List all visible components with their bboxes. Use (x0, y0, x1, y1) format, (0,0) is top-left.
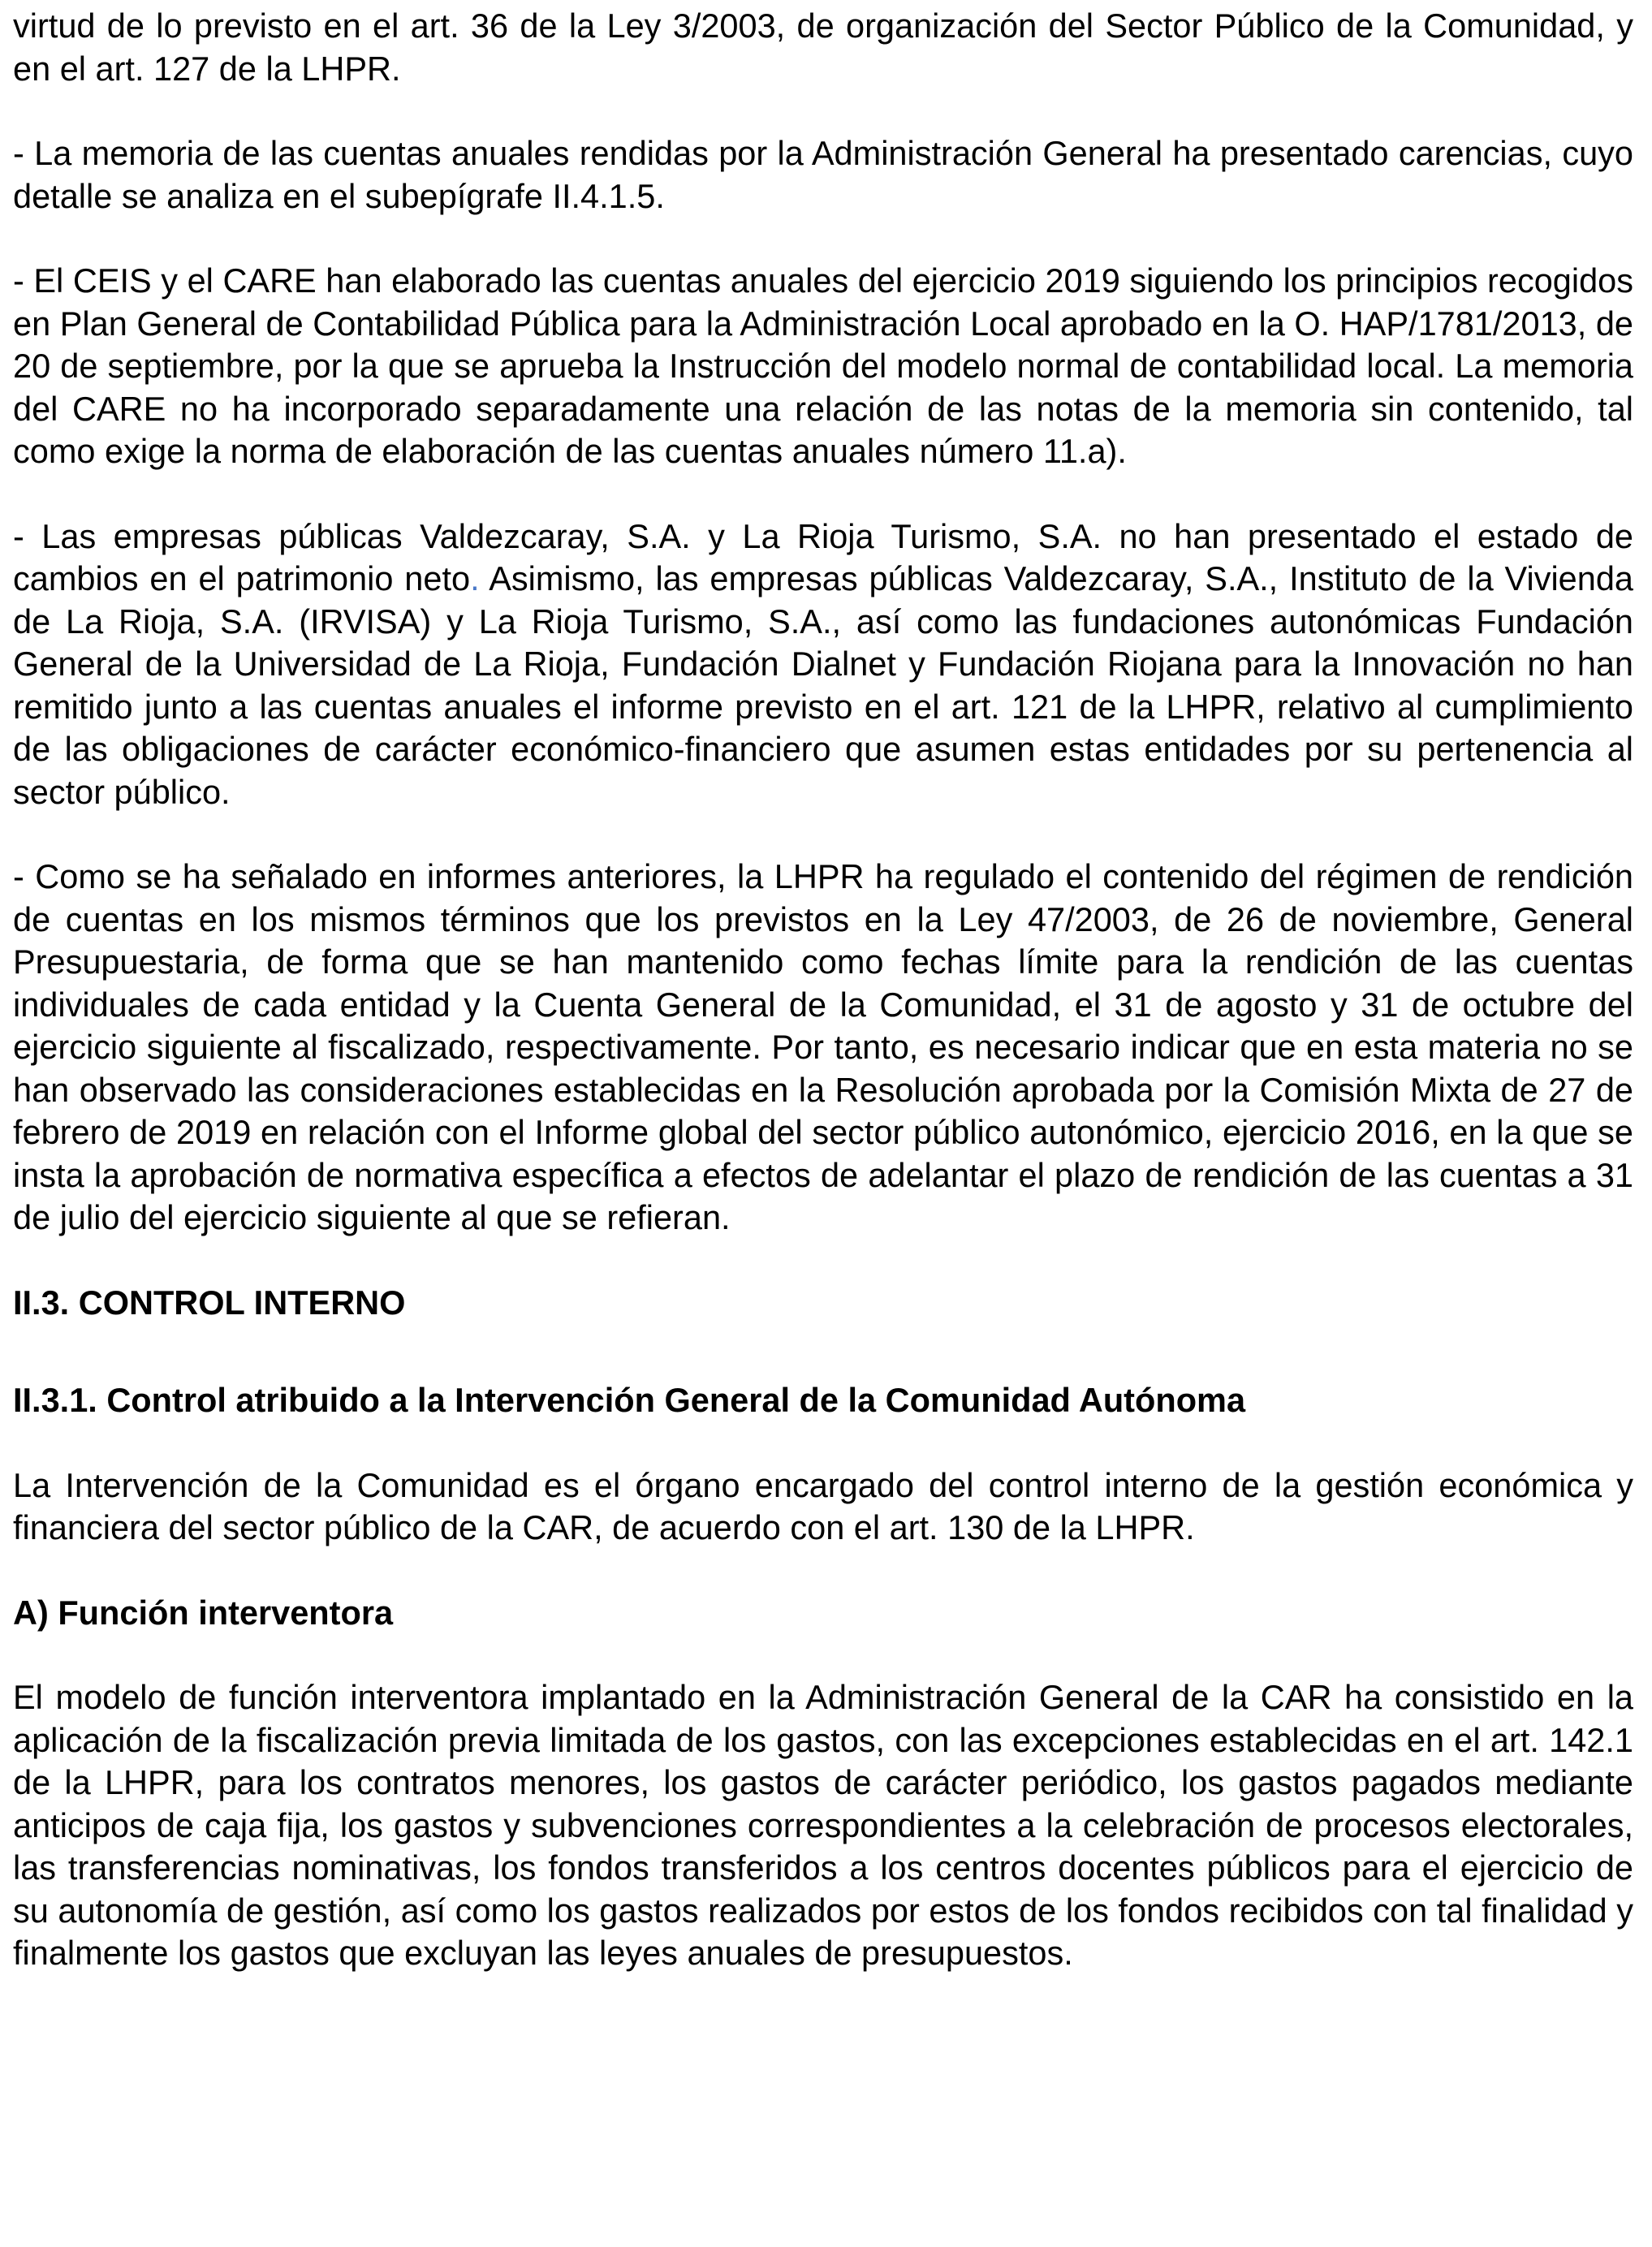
empresas-text-part1: - Las empresas públicas Valdezcaray, S.A. y La Rioja Turismo, S.A. no han presentado el estado de cambios en el patrimonio neto (13, 516, 1633, 597)
empresas-blue-dot: . (470, 559, 480, 597)
paragraph-lhpr-rendicion: - Como se ha señalado en informes anteriores, la LHPR ha regulado el contenido del régimen de rendición de cuentas en los mismos términos que los previstos en la Ley 47/2003, de 26 de noviembre, General Presupuestaria, de forma que se han mantenido como fechas límite para la rendición de las cuentas individuales de cada entidad y la Cuenta General de la Comunidad, el 31 de agosto y 31 de octubre del ejercicio siguiente al fiscalizado, respectivamente. Por tanto, es necesario indicar que en esta materia no se han observado las consideraciones establecidas en la Resolución aprobada por la Comisión Mixta de 27 de febrero de 2019 en relación con el Informe global del sector público autonómico, ejercicio 2016, en la que se insta la aprobación de normativa específica a efectos de adelantar el plazo de rendición de las cuentas a 31 de julio del ejercicio siguiente al que se refieran. (13, 857, 1633, 1236)
paragraph-empresas-publicas (13, 515, 1633, 814)
paragraph-ley-3-2003: virtud de lo previsto en el art. 36 de la Ley 3/2003, de organización del Sector Público de la Comunidad, y en el art. 127 de la LHPR. (13, 6, 1633, 88)
empresas-text-part2: Asimismo, las empresas públicas Valdezcaray, S.A., Instituto de la Vivienda de La Rioja, S.A. (IRVISA) y La Rioja Turismo, S.A., así como las fundaciones autonómicas Fundación General de la Universidad de La Rioja, Fundación Dialnet y Fundación Riojana para la Innovación no han remitido junto a las cuentas anuales el informe previsto en el art. 121 de la LHPR, relativo al cumplimiento de las obligaciones de carácter económico-financiero que asumen estas entidades por su pertenencia al sector público. (13, 559, 1633, 811)
heading-funcion-interventora: A) Función interventora (13, 1593, 394, 1632)
subsection-heading-intervencion-general: II.3.1. Control atribuido a la Intervención General de la Comunidad Autónoma (13, 1381, 1246, 1419)
paragraph-modelo-funcion-interventora: El modelo de función interventora implantado en la Administración General de la CAR ha consistido en la aplicación de la fiscalización previa limitada de los gastos, con las excepciones establecidas en el art. 142.1 de la LHPR, para los contratos menores, los gastos de carácter periódico, los gastos pagados mediante anticipos de caja fija, los gastos y subvenciones correspondientes a la celebración de procesos electorales, las transferencias nominativas, los fondos transferidos a los centros docentes públicos para el ejercicio de su autonomía de gestión, así como los gastos realizados por estos de los fondos recibidos con tal finalidad y finalmente los gastos que excluyan las leyes anuales de presupuestos. (13, 1678, 1633, 1972)
paragraph-ceis-care: - El CEIS y el CARE han elaborado las cuentas anuales del ejercicio 2019 siguiendo los principios recogidos en Plan General de Contabilidad Pública para la Administración Local aprobado en la O. HAP/1781/2013, de 20 de septiembre, por la que se aprueba la Instrucción del modelo normal de contabilidad local. La memoria del CARE no ha incorporado separadamente una relación de las notas de la memoria sin contenido, tal como exige la norma de elaboración de las cuentas anuales número 11.a). (13, 261, 1633, 470)
paragraph-intervencion-comunidad: La Intervención de la Comunidad es el órgano encargado del control interno de la gestión económica y financiera del sector público de la CAR, de acuerdo con el art. 130 de la LHPR. (13, 1465, 1633, 1546)
document-page (13, 5, 1633, 2017)
section-heading-control-interno: II.3. CONTROL INTERNO (13, 1283, 406, 1322)
paragraph-memoria-carencias: - La memoria de las cuentas anuales rendidas por la Administración General ha presentado carencias, cuyo detalle se analiza en el subepígrafe II.4.1.5. (13, 134, 1633, 215)
